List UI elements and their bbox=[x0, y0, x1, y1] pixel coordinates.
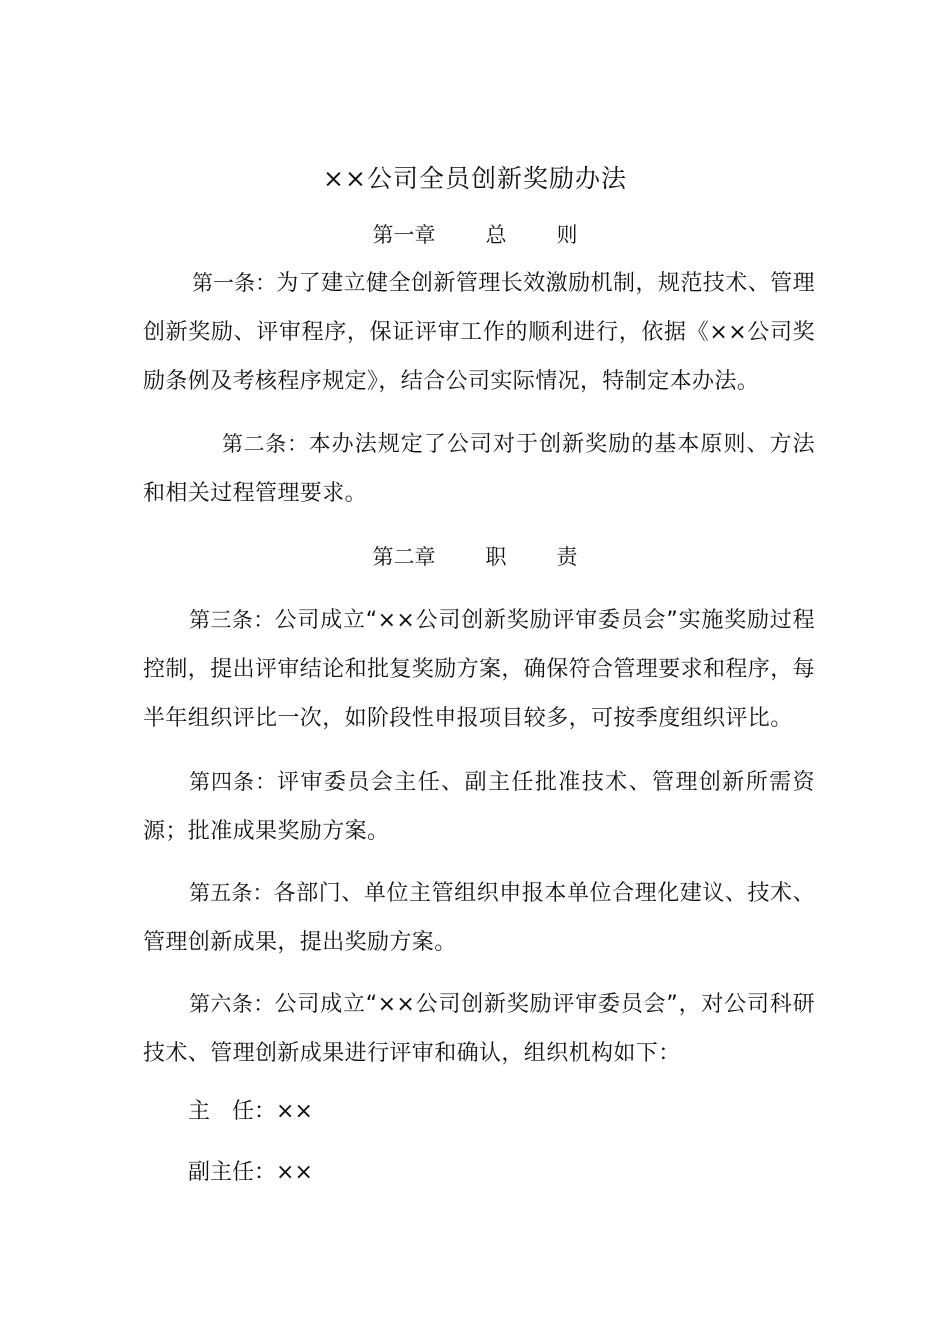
chapter-name-part: 责 bbox=[556, 545, 578, 569]
chapter-number: 第一章 bbox=[372, 223, 436, 247]
article-text: 公司成立“××公司创新奖励评审委员会”实施奖励过程控制，提出评审结论和批复奖励方案，确保符合管理要求和程序，每半年组织评比一次，如阶段性申报项目较多，可按季度组织评比。 bbox=[143, 608, 816, 731]
committee-member-deputy bbox=[188, 1153, 313, 1193]
article-label: 第三条： bbox=[189, 608, 275, 632]
chapter-heading-1 bbox=[0, 219, 950, 251]
member-role: 主 任： bbox=[188, 1099, 277, 1124]
article-2 bbox=[143, 420, 815, 518]
article-text: 为了建立健全创新管理长效激励机制，规范技术、管理创新奖励、评审程序，保证评审工作的顺利进行，依据《××公司奖励条例及考核程序规定》，结合公司实际情况，特制定本办法。 bbox=[143, 271, 816, 394]
article-1 bbox=[143, 259, 815, 406]
document-title: ××公司全员创新奖励办法 bbox=[323, 164, 627, 193]
article-6 bbox=[143, 980, 815, 1078]
article-3 bbox=[143, 596, 815, 743]
article-text: 本办法规定了公司对于创新奖励的基本原则、方法和相关过程管理要求。 bbox=[143, 432, 815, 506]
article-label: 第四条： bbox=[189, 770, 278, 794]
article-4 bbox=[143, 758, 815, 856]
chapter-number: 第二章 bbox=[372, 545, 436, 569]
chapter-heading-2 bbox=[0, 541, 950, 573]
member-name: ×× bbox=[276, 1099, 313, 1124]
article-text: 各部门、单位主管组织申报本单位合理化建议、技术、管理创新成果，提出奖励方案。 bbox=[143, 881, 815, 955]
article-label: 第五条： bbox=[189, 881, 274, 905]
member-name: ×× bbox=[276, 1160, 313, 1185]
article-5 bbox=[143, 869, 815, 967]
article-text: 公司成立“××公司创新奖励评审委员会”，对公司科研技术、管理创新成果进行评审和确认，组织机构如下： bbox=[143, 992, 815, 1066]
article-label: 第六条： bbox=[189, 992, 275, 1016]
chapter-name-part: 则 bbox=[556, 223, 578, 247]
chapter-name-part: 职 bbox=[485, 545, 507, 569]
article-label: 第二条： bbox=[222, 432, 309, 456]
article-label: 第一条： bbox=[192, 271, 277, 295]
article-text: 评审委员会主任、副主任批准技术、管理创新所需资源；批准成果奖励方案。 bbox=[143, 770, 816, 844]
member-role: 副主任： bbox=[188, 1160, 277, 1185]
committee-member-director bbox=[188, 1092, 313, 1132]
chapter-name-part: 总 bbox=[485, 223, 507, 247]
